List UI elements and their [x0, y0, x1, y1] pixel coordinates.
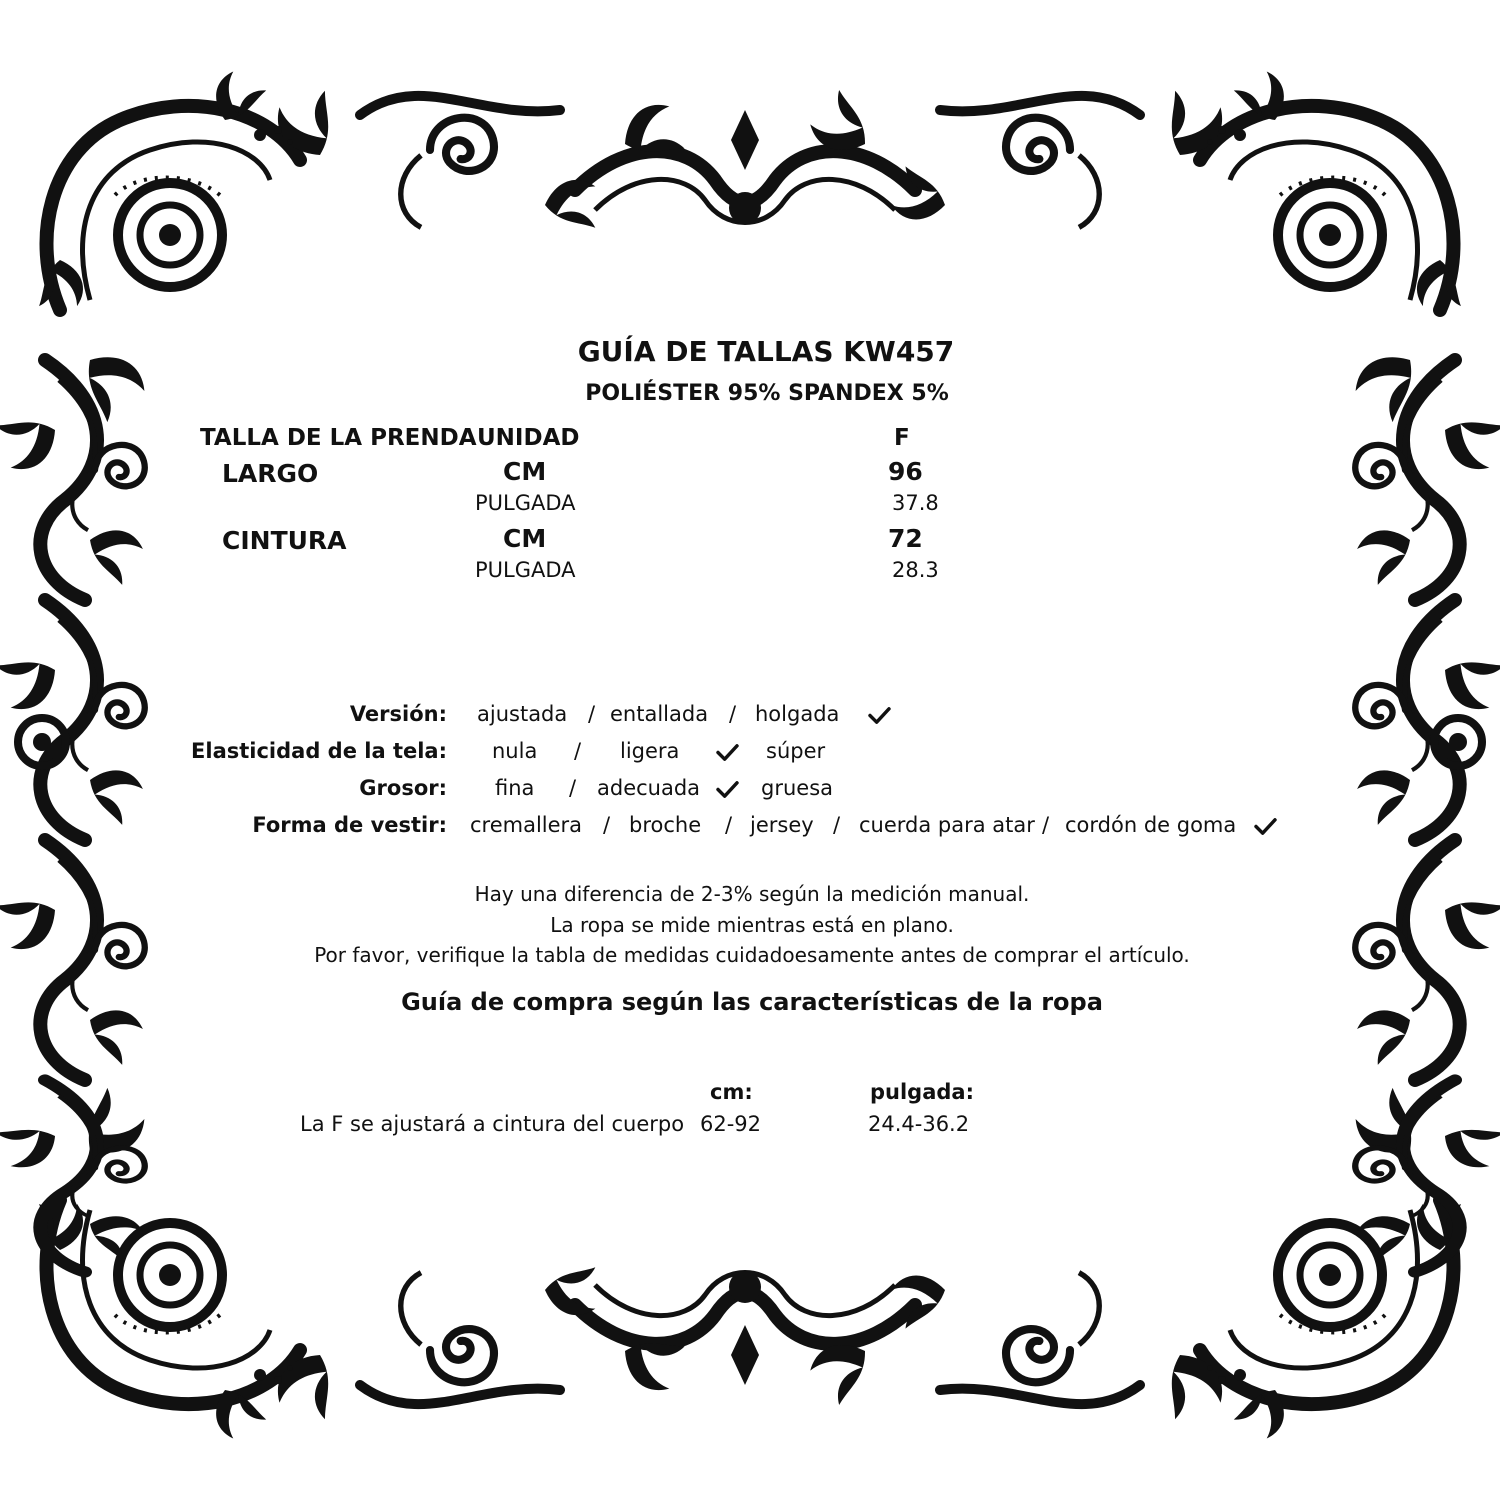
table-header-unit: UNIDAD [477, 425, 580, 451]
checkmark-icon [716, 743, 739, 762]
fit-guide-cm-value: 62-92 [700, 1112, 762, 1136]
feature-label-elasticity: Elasticidad de la tela: [191, 739, 447, 763]
option-gruesa: gruesa [761, 776, 834, 800]
fit-guide-cm-header: cm: [710, 1080, 753, 1104]
row-label-waist: CINTURA [222, 526, 347, 555]
length-cm-value: 96 [888, 457, 923, 486]
table-header-garment-size: TALLA DE LA PRENDA [200, 425, 477, 451]
option-entallada: entallada [610, 702, 709, 726]
feature-label-thickness: Grosor: [359, 776, 447, 800]
option-cremallera: cremallera [470, 813, 583, 837]
option-super: súper [766, 739, 826, 763]
option-separator: / [833, 813, 841, 837]
option-nula: nula [492, 739, 538, 763]
option-broche: broche [629, 813, 702, 837]
fit-guide-inch-value: 24.4-36.2 [868, 1112, 970, 1136]
page-title: GUÍA DE TALLAS KW457 [577, 335, 955, 368]
note-line-3: Por favor, verifique la tabla de medidas cuidadoesamente antes de comprar el artículo. [314, 943, 1190, 967]
unit-cm: CM [503, 457, 547, 486]
unit-inch: PULGADA [475, 558, 576, 582]
option-separator: / [588, 702, 596, 726]
note-line-1: Hay una diferencia de 2-3% según la medición manual. [474, 882, 1030, 906]
option-cuerda-para-atar: cuerda para atar [859, 813, 1035, 837]
note-line-2: La ropa se mide mientras está en plano. [550, 913, 954, 937]
option-separator: / [569, 776, 577, 800]
option-separator: / [574, 739, 582, 763]
option-ligera: ligera [620, 739, 680, 763]
option-ajustada: ajustada [477, 702, 568, 726]
buying-guide-title: Guía de compra según las características de la ropa [401, 988, 1103, 1016]
option-separator: / [603, 813, 611, 837]
option-jersey: jersey [750, 813, 814, 837]
waist-inch-value: 28.3 [892, 558, 939, 582]
fit-guide-inch-header: pulgada: [870, 1080, 974, 1104]
option-fina: fina [495, 776, 535, 800]
unit-cm: CM [503, 524, 547, 553]
length-inch-value: 37.8 [892, 491, 939, 515]
feature-label-version: Versión: [349, 702, 447, 726]
checkmark-icon [716, 780, 739, 799]
unit-inch: PULGADA [475, 491, 576, 515]
option-cordon-de-goma: cordón de goma [1065, 813, 1237, 837]
waist-cm-value: 72 [888, 524, 923, 553]
option-separator: / [729, 702, 737, 726]
fabric-composition: POLIÉSTER 95% SPANDEX 5% [585, 381, 949, 406]
option-separator: / [725, 813, 733, 837]
option-holgada: holgada [755, 702, 840, 726]
checkmark-icon [868, 706, 891, 725]
option-separator: / [1042, 813, 1050, 837]
table-header-size-f: F [894, 425, 910, 451]
feature-label-closure: Forma de vestir: [252, 813, 447, 837]
fit-guide-description: La F se ajustará a cintura del cuerpo [300, 1112, 685, 1136]
row-label-length: LARGO [222, 459, 319, 488]
checkmark-icon [1254, 817, 1277, 836]
option-adecuada: adecuada [597, 776, 701, 800]
